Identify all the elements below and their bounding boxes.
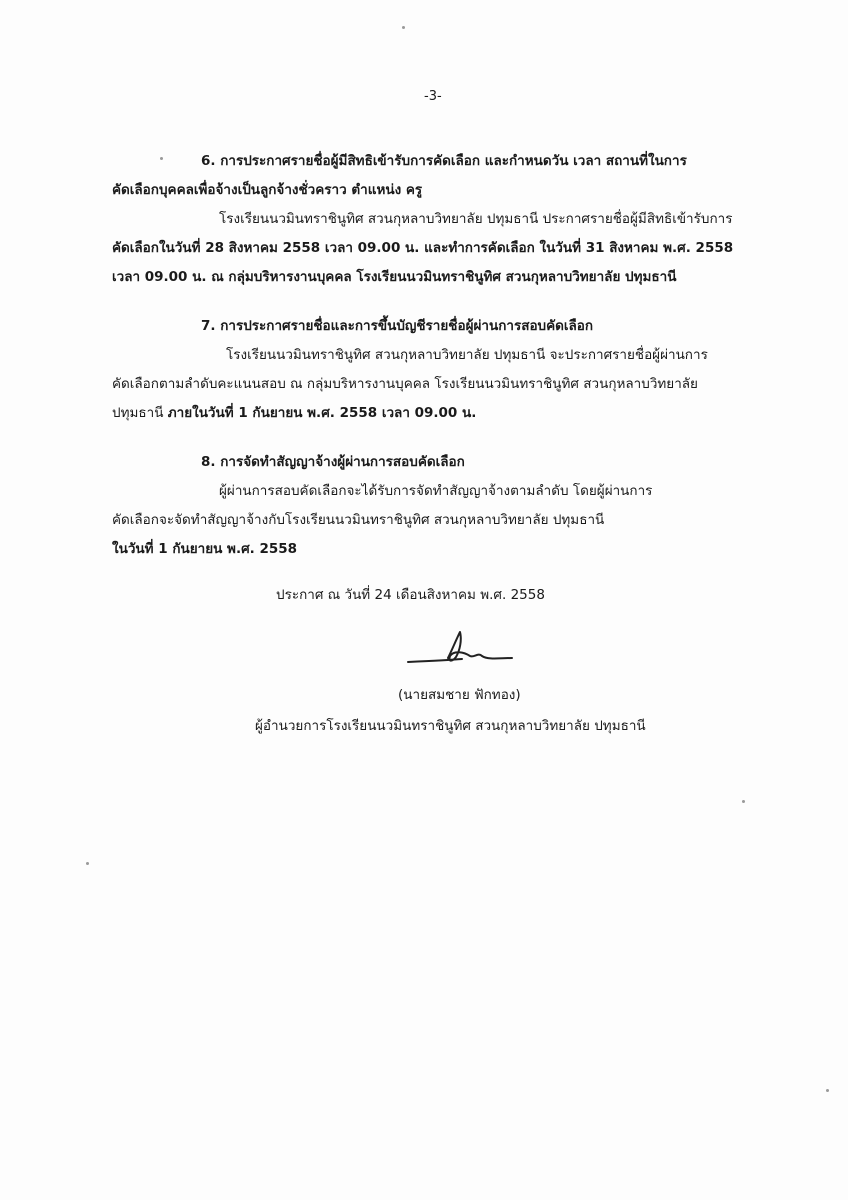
section8-heading: 8. การจัดทำสัญญาจ้างผู้ผ่านการสอบคัดเลือก [201,454,465,470]
page-number: -3- [424,89,442,104]
scan-speck [160,157,163,160]
section6-body-line1: โรงเรียนนวมินทราชินูทิศ สวนกุหลาบวิทยาลัย ปทุมธานี ประกาศรายชื่อผู้มีสิทธิเข้ารับการ [219,211,733,227]
section6-body-line3: เวลา 09.00 น. ณ กลุ่มบริหารงานบุคคล โรงเรียนนวมินทราชินูทิศ สวนกุหลาบวิทยาลัย ปทุมธานี [112,269,677,285]
scan-speck [86,862,89,865]
section8-body-line1: ผู้ผ่านการสอบคัดเลือกจะได้รับการจัดทำสัญญาจ้างตามลำดับ โดยผู้ผ่านการ [219,483,653,499]
scan-speck [402,26,405,29]
section7-body-line3 [112,403,476,423]
section7-body-line2: คัดเลือกตามลำดับคะแนนสอบ ณ กลุ่มบริหารงานบุคคล โรงเรียนนวมินทราชินูทิศ สวนกุหลาบวิทยาลัย [112,376,698,392]
section6-heading-line1: 6. การประกาศรายชื่อผู้มีสิทธิเข้ารับการคัดเลือก และกำหนดวัน เวลา สถานที่ในการ [201,153,687,169]
section8-body-line3: ในวันที่ 1 กันยายน พ.ศ. 2558 [112,541,298,557]
section7-body-line3-normal: ปทุมธานี [112,405,168,421]
section7-body-line3-bold: ภายในวันที่ 1 กันยายน พ.ศ. 2558 เวลา 09.00 น. [167,405,477,421]
signatory-name: (นายสมชาย ฟักทอง) [398,687,521,703]
announcement-date: ประกาศ ณ วันที่ 24 เดือนสิงหาคม พ.ศ. 2558 [276,587,545,603]
scan-speck [826,1089,829,1092]
section7-body-line1: โรงเรียนนวมินทราชินูทิศ สวนกุหลาบวิทยาลัย ปทุมธานี จะประกาศรายชื่อผู้ผ่านการ [226,347,708,363]
signatory-position: ผู้อำนวยการโรงเรียนนวมินทราชินูทิศ สวนกุหลาบวิทยาลัย ปทุมธานี [255,718,646,734]
section7-heading: 7. การประกาศรายชื่อและการขึ้นบัญชีรายชื่อผู้ผ่านการสอบคัดเลือก [201,318,594,334]
signature-image [400,622,520,672]
scan-speck [742,800,745,803]
section8-body-line2: คัดเลือกจะจัดทำสัญญาจ้างกับโรงเรียนนวมินทราชินูทิศ สวนกุหลาบวิทยาลัย ปทุมธานี [112,512,605,528]
section6-heading-line2: คัดเลือกบุคคลเพื่อจ้างเป็นลูกจ้างชั่วคราว ตำแหน่ง ครู [112,182,423,198]
section6-body-line2: คัดเลือกในวันที่ 28 สิงหาคม 2558 เวลา 09.00 น. และทำการคัดเลือก ในวันที่ 31 สิงหาคม พ.ศ. 2558 [112,240,734,256]
